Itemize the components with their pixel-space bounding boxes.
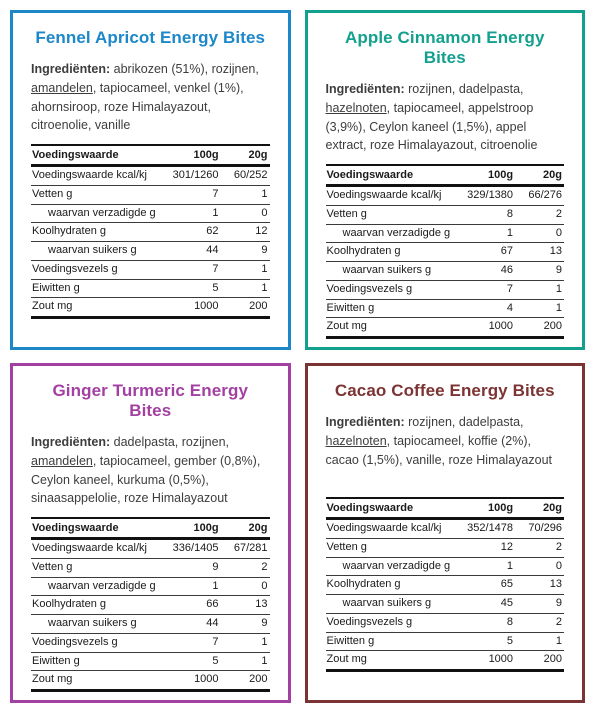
nutrition-cell-100g: 4 bbox=[450, 299, 515, 318]
nutrition-cell-label: Koolhydraten g bbox=[31, 596, 156, 615]
nutrition-cell-label: Koolhydraten g bbox=[326, 576, 451, 595]
nutrition-header-100g: 100g bbox=[450, 498, 515, 519]
nutrition-cell-100g: 67 bbox=[450, 243, 515, 262]
nutrition-cell-label: waarvan suikers g bbox=[326, 262, 451, 281]
nutrition-cell-label: waarvan suikers g bbox=[31, 615, 156, 634]
nutrition-row bbox=[31, 633, 270, 652]
nutrition-cell-20g: 70/296 bbox=[515, 519, 564, 539]
nutrition-header-100g: 100g bbox=[156, 518, 221, 539]
nutrition-cell-100g: 1000 bbox=[156, 671, 221, 691]
nutrition-cell-label: Eiwitten g bbox=[31, 279, 156, 298]
nutrition-cell-20g: 2 bbox=[515, 205, 564, 224]
nutrition-cell-label: waarvan verzadigde g bbox=[31, 204, 156, 223]
nutrition-table bbox=[326, 497, 565, 672]
nutrition-cell-20g: 13 bbox=[221, 596, 270, 615]
ingredients-paragraph bbox=[326, 80, 565, 158]
product-card-fennel-apricot bbox=[10, 10, 291, 350]
nutrition-header-100g: 100g bbox=[450, 165, 515, 186]
allergen-text: hazelnoten bbox=[325, 433, 387, 448]
allergen-text: amandelen bbox=[31, 80, 93, 95]
nutrition-cell-20g: 13 bbox=[515, 243, 564, 262]
nutrition-cell-label: Koolhydraten g bbox=[31, 223, 156, 242]
nutrition-cell-label: waarvan verzadigde g bbox=[31, 577, 156, 596]
nutrition-cell-label: Voedingswaarde kcal/kj bbox=[326, 519, 451, 539]
nutrition-cell-label: Voedingswaarde kcal/kj bbox=[326, 186, 451, 206]
nutrition-row bbox=[31, 671, 270, 691]
nutrition-cell-label: Vetten g bbox=[31, 185, 156, 204]
nutrition-header-20g: 20g bbox=[221, 145, 270, 166]
nutrition-cell-100g: 12 bbox=[450, 538, 515, 557]
nutrition-row bbox=[326, 538, 565, 557]
nutrition-cell-100g: 8 bbox=[450, 613, 515, 632]
nutrition-cell-20g: 0 bbox=[221, 204, 270, 223]
ingredients-label: Ingrediënten: bbox=[325, 82, 405, 96]
nutrition-cell-100g: 8 bbox=[450, 205, 515, 224]
nutrition-cell-20g: 9 bbox=[515, 595, 564, 614]
product-title: Ginger Turmeric Energy Bites bbox=[52, 381, 249, 420]
nutrition-cell-100g: 46 bbox=[450, 262, 515, 281]
nutrition-header-row bbox=[31, 145, 270, 166]
nutrition-cell-label: Voedingswaarde kcal/kj bbox=[31, 539, 156, 559]
nutrition-header-20g: 20g bbox=[515, 165, 564, 186]
ingredients-text-before: rozijnen, dadelpasta, bbox=[404, 82, 524, 96]
product-title: Cacao Coffee Energy Bites bbox=[334, 381, 555, 400]
ingredients-text-after: , tapiocameel, appelstroop (3,9%), Ceylon kaneel (1,5%), appel extract, roze Himalayazout, citroenolie bbox=[325, 100, 538, 153]
nutrition-cell-label: waarvan verzadigde g bbox=[326, 557, 451, 576]
product-card-cacao-coffee bbox=[305, 363, 586, 703]
ingredients-text-after: , tapiocameel, venkel (1%), ahornsiroop, roze Himalayazout, citroenolie, vanille bbox=[31, 80, 244, 133]
nutrition-cell-label: Voedingsvezels g bbox=[326, 280, 451, 299]
nutrition-cell-20g: 67/281 bbox=[221, 539, 270, 559]
nutrition-cell-label: Zout mg bbox=[31, 298, 156, 318]
nutrition-row bbox=[326, 613, 565, 632]
nutrition-row bbox=[326, 224, 565, 243]
nutrition-cell-20g: 9 bbox=[221, 615, 270, 634]
nutrition-cell-100g: 5 bbox=[450, 632, 515, 651]
nutrition-cell-label: waarvan suikers g bbox=[326, 595, 451, 614]
nutrition-cell-20g: 200 bbox=[515, 651, 564, 671]
nutrition-cell-20g: 66/276 bbox=[515, 186, 564, 206]
nutrition-cell-label: Koolhydraten g bbox=[326, 243, 451, 262]
nutrition-table bbox=[31, 517, 270, 692]
nutrition-row bbox=[326, 318, 565, 338]
nutrition-header-20g: 20g bbox=[515, 498, 564, 519]
nutrition-cell-20g: 9 bbox=[221, 242, 270, 261]
ingredients-label: Ingrediënten: bbox=[31, 62, 111, 76]
nutrition-cell-label: waarvan verzadigde g bbox=[326, 224, 451, 243]
nutrition-row bbox=[326, 243, 565, 262]
nutrition-cell-label: waarvan suikers g bbox=[31, 242, 156, 261]
nutrition-cell-100g: 7 bbox=[156, 260, 221, 279]
nutrition-cell-100g: 66 bbox=[156, 596, 221, 615]
nutrition-table-body bbox=[326, 186, 565, 338]
nutrition-cell-20g: 1 bbox=[221, 185, 270, 204]
nutrition-row bbox=[31, 204, 270, 223]
nutrition-cell-20g: 0 bbox=[221, 577, 270, 596]
product-card-ginger-turmeric bbox=[10, 363, 291, 703]
nutrition-cell-20g: 0 bbox=[515, 224, 564, 243]
ingredients-text-after: , tapiocameel, koffie (2%), cacao (1,5%), vanille, roze Himalayazout bbox=[325, 433, 552, 467]
nutrition-cell-100g: 329/1380 bbox=[450, 186, 515, 206]
nutrition-header-name: Voedingswaarde bbox=[31, 518, 156, 539]
nutrition-cell-label: Eiwitten g bbox=[31, 652, 156, 671]
nutrition-row bbox=[31, 223, 270, 242]
nutrition-cell-label: Eiwitten g bbox=[326, 299, 451, 318]
nutrition-cell-20g: 0 bbox=[515, 557, 564, 576]
nutrition-row bbox=[326, 557, 565, 576]
nutrition-cell-20g: 1 bbox=[221, 260, 270, 279]
nutrition-row bbox=[31, 279, 270, 298]
nutrition-row bbox=[31, 298, 270, 318]
nutrition-cell-100g: 1000 bbox=[156, 298, 221, 318]
nutrition-row bbox=[31, 539, 270, 559]
nutrition-cell-100g: 1 bbox=[450, 557, 515, 576]
nutrition-table bbox=[31, 144, 270, 319]
nutrition-header-row bbox=[326, 498, 565, 519]
nutrition-row bbox=[326, 205, 565, 224]
nutrition-cell-20g: 200 bbox=[221, 298, 270, 318]
allergen-text: hazelnoten bbox=[325, 100, 387, 115]
nutrition-row bbox=[31, 596, 270, 615]
nutrition-cell-label: Voedingsvezels g bbox=[31, 260, 156, 279]
allergen-text: amandelen bbox=[31, 453, 93, 468]
nutrition-cell-label: Voedingswaarde kcal/kj bbox=[31, 166, 156, 186]
product-title: Apple Cinnamon Energy Bites bbox=[344, 28, 545, 67]
nutrition-cell-100g: 45 bbox=[450, 595, 515, 614]
nutrition-cell-label: Zout mg bbox=[31, 671, 156, 691]
ingredients-label: Ingrediënten: bbox=[31, 435, 111, 449]
nutrition-cell-20g: 200 bbox=[515, 318, 564, 338]
nutrition-cell-100g: 301/1260 bbox=[156, 166, 221, 186]
nutrition-cell-label: Voedingsvezels g bbox=[31, 633, 156, 652]
nutrition-table bbox=[326, 164, 565, 339]
nutrition-table-body bbox=[31, 166, 270, 318]
ingredients-paragraph bbox=[31, 60, 270, 138]
nutrition-row bbox=[31, 652, 270, 671]
nutrition-cell-100g: 44 bbox=[156, 242, 221, 261]
nutrition-cell-100g: 7 bbox=[450, 280, 515, 299]
nutrition-cell-label: Zout mg bbox=[326, 651, 451, 671]
nutrition-row bbox=[31, 166, 270, 186]
ingredients-label: Ingrediënten: bbox=[325, 415, 405, 429]
nutrition-header-row bbox=[31, 518, 270, 539]
nutrition-row bbox=[326, 262, 565, 281]
nutrition-cell-100g: 7 bbox=[156, 633, 221, 652]
nutrition-header-row bbox=[326, 165, 565, 186]
nutrition-cell-100g: 5 bbox=[156, 279, 221, 298]
ingredients-text-before: abrikozen (51%), rozijnen, bbox=[110, 62, 259, 76]
nutrition-row bbox=[31, 558, 270, 577]
nutrition-cell-20g: 1 bbox=[221, 652, 270, 671]
nutrition-row bbox=[326, 186, 565, 206]
nutrition-cell-label: Vetten g bbox=[326, 538, 451, 557]
nutrition-cell-20g: 13 bbox=[515, 576, 564, 595]
nutrition-cell-100g: 352/1478 bbox=[450, 519, 515, 539]
nutrition-cell-20g: 60/252 bbox=[221, 166, 270, 186]
nutrition-row bbox=[31, 615, 270, 634]
nutrition-header-100g: 100g bbox=[156, 145, 221, 166]
nutrition-row bbox=[326, 632, 565, 651]
product-card-apple-cinnamon bbox=[305, 10, 586, 350]
nutrition-cell-100g: 1 bbox=[156, 204, 221, 223]
nutrition-cell-label: Vetten g bbox=[31, 558, 156, 577]
nutrition-cell-100g: 1000 bbox=[450, 318, 515, 338]
nutrition-row bbox=[326, 280, 565, 299]
nutrition-row bbox=[31, 577, 270, 596]
nutrition-row bbox=[326, 595, 565, 614]
product-title: Fennel Apricot Energy Bites bbox=[35, 28, 266, 47]
nutrition-cell-label: Zout mg bbox=[326, 318, 451, 338]
ingredients-paragraph bbox=[326, 413, 565, 491]
nutrition-cell-20g: 200 bbox=[221, 671, 270, 691]
nutrition-cell-20g: 1 bbox=[515, 632, 564, 651]
nutrition-row bbox=[326, 576, 565, 595]
ingredients-text-after: , tapiocameel, gember (0,8%), Ceylon kaneel, kurkuma (0,5%), sinaasappelolie, roze Himalayazout bbox=[31, 453, 261, 506]
nutrition-table-body bbox=[326, 519, 565, 671]
nutrition-cell-20g: 2 bbox=[221, 558, 270, 577]
nutrition-header-name: Voedingswaarde bbox=[31, 145, 156, 166]
nutrition-row bbox=[326, 651, 565, 671]
nutrition-header-name: Voedingswaarde bbox=[326, 165, 451, 186]
nutrition-cell-100g: 1 bbox=[450, 224, 515, 243]
ingredients-text-before: rozijnen, dadelpasta, bbox=[404, 415, 524, 429]
nutrition-cell-100g: 65 bbox=[450, 576, 515, 595]
nutrition-cell-20g: 1 bbox=[515, 280, 564, 299]
nutrition-cell-100g: 62 bbox=[156, 223, 221, 242]
nutrition-cell-100g: 7 bbox=[156, 185, 221, 204]
nutrition-cell-20g: 2 bbox=[515, 538, 564, 557]
nutrition-row bbox=[326, 299, 565, 318]
nutrition-cell-100g: 44 bbox=[156, 615, 221, 634]
nutrition-header-20g: 20g bbox=[221, 518, 270, 539]
nutrition-cell-label: Eiwitten g bbox=[326, 632, 451, 651]
nutrition-cell-20g: 1 bbox=[221, 279, 270, 298]
nutrition-cell-100g: 336/1405 bbox=[156, 539, 221, 559]
nutrition-row bbox=[31, 260, 270, 279]
nutrition-cell-100g: 1 bbox=[156, 577, 221, 596]
nutrition-cell-100g: 5 bbox=[156, 652, 221, 671]
nutrition-row bbox=[326, 519, 565, 539]
nutrition-header-name: Voedingswaarde bbox=[326, 498, 451, 519]
nutrition-table-body bbox=[31, 539, 270, 691]
nutrition-cell-label: Voedingsvezels g bbox=[326, 613, 451, 632]
nutrition-cell-20g: 1 bbox=[221, 633, 270, 652]
ingredients-text-before: dadelpasta, rozijnen, bbox=[110, 435, 230, 449]
nutrition-cell-20g: 9 bbox=[515, 262, 564, 281]
nutrition-cell-20g: 1 bbox=[515, 299, 564, 318]
nutrition-row bbox=[31, 242, 270, 261]
ingredients-paragraph bbox=[31, 433, 270, 511]
nutrition-cell-20g: 12 bbox=[221, 223, 270, 242]
nutrition-cell-label: Vetten g bbox=[326, 205, 451, 224]
nutrition-cell-20g: 2 bbox=[515, 613, 564, 632]
nutrition-cell-100g: 9 bbox=[156, 558, 221, 577]
nutrition-cell-100g: 1000 bbox=[450, 651, 515, 671]
nutrition-row bbox=[31, 185, 270, 204]
